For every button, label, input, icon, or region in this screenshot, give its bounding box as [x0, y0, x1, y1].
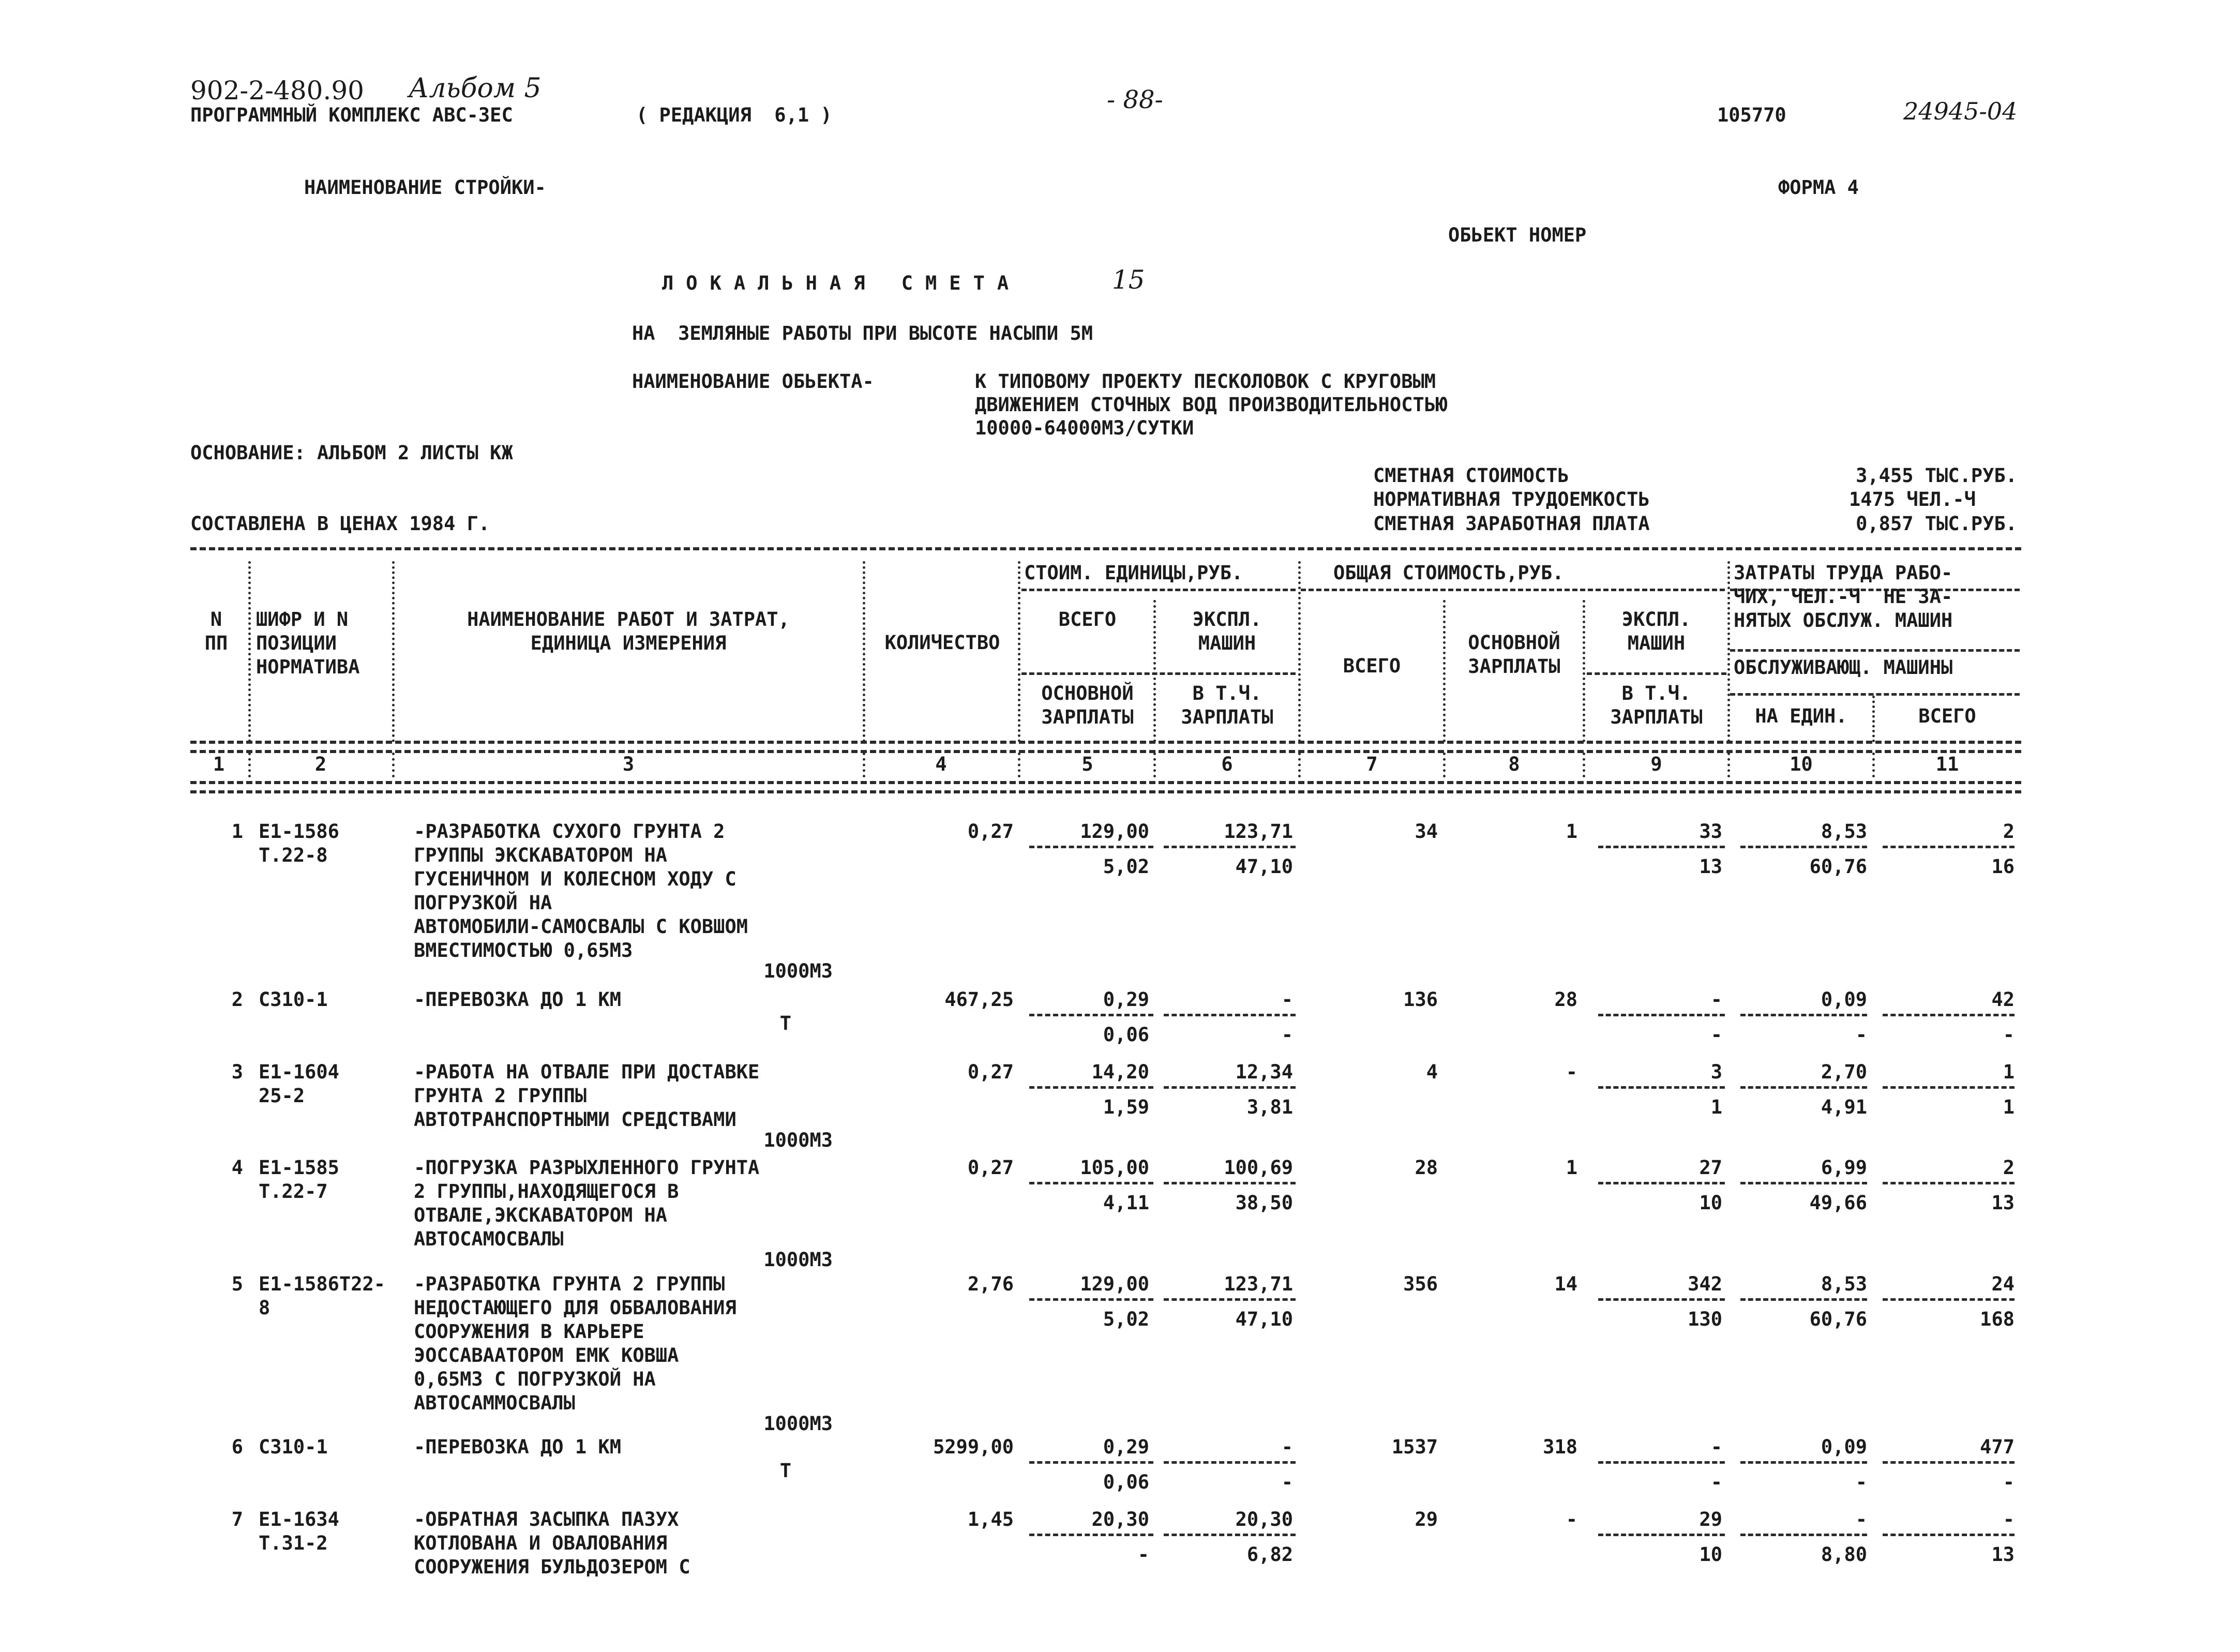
column-header-unit-total: ВСЕГО [1058, 608, 1117, 630]
row-unit-wage: 4,11 [1103, 1192, 1149, 1214]
column-numbers-rule-2 [190, 790, 2021, 793]
page-number: - 88- [1107, 85, 1163, 114]
cell-divider [1029, 1298, 1153, 1301]
row-unit-wage: 0,06 [1103, 1471, 1149, 1493]
row-labor-unit-service: - [1855, 1024, 1867, 1046]
cell-divider [1598, 846, 1725, 848]
row-code: Е1-1634 Т.31-2 [259, 1508, 339, 1554]
row-total-machine-wage: - [1710, 1471, 1722, 1493]
row-unit-wage: 0,06 [1103, 1024, 1149, 1046]
object-name-line-2: ДВИЖЕНИЕМ СТОЧНЫХ ВОД ПРОИЗВОДИТЕЛЬНОСТЬЮ [975, 394, 1448, 416]
estimate-number: 15 [1112, 265, 1145, 295]
row-labor-total-service: - [2003, 1471, 2015, 1493]
row-labor-unit: 8,53 [1821, 1273, 1867, 1295]
column-header-total-machines: ЭКСПЛ. МАШИН [1621, 608, 1691, 654]
cell-divider [1598, 1298, 1725, 1301]
row-labor-unit-service: 4,91 [1821, 1096, 1867, 1118]
edition-label: ( РЕДАКЦИЯ 6,1 ) [636, 104, 832, 126]
cell-divider [1598, 1461, 1725, 1464]
column-header-unit-machine-wage: В Т.Ч. ЗАРПЛАТЫ [1181, 682, 1273, 728]
header-divider [1587, 672, 1726, 675]
doc-number-1: 105770 [1717, 104, 1786, 126]
basis-label: ОСНОВАНИЕ: АЛЬБОМ 2 ЛИСТЫ КЖ [190, 442, 513, 464]
column-header-name: НАИМЕНОВАНИЕ РАБОТ И ЗАТРАТ, ЕДИНИЦА ИЗМЕРЕНИЯ [467, 608, 790, 654]
row-number: 4 [231, 1157, 243, 1179]
object-name-line-1: К ТИПОВОМУ ПРОЕКТУ ПЕСКОЛОВОК С КРУГОВЫМ [975, 370, 1436, 393]
row-quantity: 2,76 [967, 1273, 1014, 1295]
header-divider [1730, 649, 2020, 652]
header-divider [1730, 693, 2020, 696]
row-labor-total-service: 13 [1991, 1543, 2015, 1566]
cell-divider [1164, 1014, 1296, 1016]
column-number: 8 [1508, 753, 1520, 775]
cell-divider [1029, 1461, 1153, 1464]
column-header-labor-total: ВСЕГО [1918, 705, 1976, 727]
row-total-wage: 14 [1554, 1273, 1577, 1295]
row-labor-total: 2 [2003, 820, 2015, 843]
header-bottom-rule [190, 741, 2021, 744]
cell-divider [1164, 1086, 1296, 1089]
row-work-name: -ПЕРЕВОЗКА ДО 1 КМ [414, 988, 621, 1011]
summary-value-wage: 0,857 ТЫС.РУБ. [1856, 513, 2017, 535]
row-total-machines: - [1710, 1436, 1722, 1458]
row-labor-total: 42 [1991, 988, 2015, 1011]
row-quantity: 0,27 [967, 1157, 1014, 1179]
row-code: С310-1 [259, 988, 328, 1011]
column-number: 2 [314, 753, 327, 775]
column-header-labor: ЗАТРАТЫ ТРУДА РАБО- ЧИХ, ЧЕЛ.-Ч НЕ ЗА- НЯТЫХ ОБСЛУЖ. МАШИН [1734, 562, 1953, 632]
doc-code: 902-2-480.90 [190, 76, 364, 106]
row-total-machines: 27 [1699, 1157, 1722, 1179]
row-unit-machine-wage: - [1281, 1024, 1293, 1046]
row-labor-total: 477 [1980, 1436, 2015, 1458]
row-quantity: 0,27 [967, 820, 1014, 843]
row-labor-total-service: 1 [2003, 1096, 2015, 1118]
row-labor-total: - [2003, 1508, 2015, 1530]
form-label: ФОРМА 4 [1778, 176, 1859, 199]
row-work-name: -ПЕРЕВОЗКА ДО 1 КМ [414, 1436, 621, 1458]
row-unit-total: 129,00 [1080, 820, 1149, 843]
cell-divider [1598, 1086, 1725, 1089]
row-labor-unit-service: 60,76 [1809, 1308, 1867, 1330]
cell-divider [1598, 1182, 1725, 1184]
row-unit-machine-wage: 47,10 [1235, 855, 1293, 878]
cell-divider [1164, 1461, 1296, 1464]
row-unit-total: 129,00 [1080, 1273, 1149, 1295]
row-unit-machines: 20,30 [1235, 1508, 1293, 1530]
header-divider [1301, 589, 1725, 591]
row-work-name: -РАЗРАБОТКА ГРУНТА 2 ГРУППЫ НЕДОСТАЮЩЕГО ДЛЯ ОБВАЛОВАНИЯ СООРУЖЕНИЯ В КАРЬЕРЕ ЭОССАВААТОРОМ ЕМК КОВША 0,65М3 С ПОГРУЗКОЙ НА АВТОСАММОСВАЛЫ [414, 1273, 736, 1414]
row-unit: 1000М3 [763, 1413, 833, 1435]
summary-value-labor: 1475 ЧЕЛ.-Ч [1848, 488, 1976, 510]
column-number: 9 [1650, 753, 1662, 775]
column-separator [392, 561, 395, 742]
header-divider [1021, 672, 1296, 675]
summary-value-cost: 3,455 ТЫС.РУБ. [1856, 464, 2017, 487]
row-total-wage: - [1566, 1508, 1577, 1530]
row-total: 356 [1403, 1273, 1438, 1295]
row-unit-total: 0,29 [1103, 988, 1149, 1011]
row-unit-total: 0,29 [1103, 1436, 1149, 1458]
row-total: 4 [1426, 1061, 1438, 1083]
row-work-name: -ПОГРУЗКА РАЗРЫХЛЕННОГО ГРУНТА 2 ГРУППЫ,НАХОДЯЩЕГОСЯ В ОТВАЛЕ,ЭКСКАВАТОРОМ НА АВТОСАМОСВАЛЫ [414, 1157, 760, 1250]
row-total: 28 [1415, 1157, 1438, 1179]
row-labor-total-service: 16 [1991, 855, 2015, 878]
row-code: Е1-1586Т22- 8 [259, 1273, 386, 1319]
cell-divider [1740, 1014, 1867, 1016]
cell-divider [1598, 1014, 1725, 1016]
cell-divider [1883, 1182, 2015, 1184]
cell-divider [1740, 1534, 1867, 1536]
column-separator [248, 561, 251, 742]
row-unit: 1000М3 [763, 960, 833, 982]
row-total-machines: 342 [1688, 1273, 1722, 1295]
row-labor-total-service: 168 [1980, 1308, 2015, 1330]
cell-divider [1029, 1534, 1153, 1536]
row-total-machine-wage: - [1710, 1024, 1722, 1046]
row-unit-total: 20,30 [1091, 1508, 1149, 1530]
row-unit-machines: - [1281, 1436, 1293, 1458]
row-total-wage: 318 [1543, 1436, 1577, 1458]
row-unit: 1000М3 [763, 1129, 833, 1151]
program-label: ПРОГРАММНЫЙ КОМПЛЕКС АВС-3ЕС [190, 104, 513, 126]
row-labor-unit: 0,09 [1821, 988, 1867, 1011]
row-labor-unit-service: 49,66 [1809, 1192, 1867, 1214]
row-total-machines: - [1710, 988, 1722, 1011]
cell-divider [1883, 1086, 2015, 1089]
row-labor-unit: - [1855, 1508, 1867, 1530]
column-number: 1 [213, 753, 225, 775]
cell-divider [1883, 1298, 2015, 1301]
row-unit-total: 105,00 [1080, 1157, 1149, 1179]
row-number: 1 [231, 820, 243, 843]
cell-divider [1740, 1298, 1867, 1301]
column-separator [1018, 753, 1020, 777]
construction-label: НАИМЕНОВАНИЕ СТРОЙКИ- [304, 176, 546, 199]
column-number: 5 [1081, 753, 1093, 775]
row-quantity: 1,45 [967, 1508, 1014, 1530]
cell-divider [1164, 846, 1296, 848]
row-unit-machine-wage: 38,50 [1235, 1192, 1293, 1214]
row-unit-machines: 100,69 [1224, 1157, 1293, 1179]
object-name-line-3: 10000-64000М3/СУТКИ [975, 417, 1194, 439]
cell-divider [1029, 1014, 1153, 1016]
column-header-total-cost: ОБЩАЯ СТОИМОСТЬ,РУБ. [1333, 562, 1564, 584]
row-labor-unit-service: 8,80 [1821, 1543, 1867, 1566]
row-number: 5 [231, 1273, 243, 1295]
column-numbers-rule [190, 781, 2021, 784]
column-header-code: ШИФР И N ПОЗИЦИИ НОРМАТИВА [256, 608, 360, 678]
row-unit-machine-wage: 47,10 [1235, 1308, 1293, 1330]
row-unit-wage: 5,02 [1103, 855, 1149, 878]
row-total-wage: - [1566, 1061, 1577, 1083]
row-work-name: -РАБОТА НА ОТВАЛЕ ПРИ ДОСТАВКЕ ГРУНТА 2 ГРУППЫ АВТОТРАНСПОРТНЫМИ СРЕДСТВАМИ [414, 1061, 760, 1131]
row-unit: Т [779, 1012, 791, 1034]
cell-divider [1164, 1534, 1296, 1536]
row-labor-total-service: - [2003, 1024, 2015, 1046]
column-number: 6 [1221, 753, 1233, 775]
row-number: 6 [231, 1436, 243, 1458]
row-unit-machines: - [1281, 988, 1293, 1011]
page-title: ЛОКАЛЬНАЯ СМЕТА [662, 272, 1021, 294]
row-total-machines: 33 [1699, 820, 1722, 843]
row-labor-total: 1 [2003, 1061, 2015, 1083]
row-number: 3 [231, 1061, 243, 1083]
row-code: Е1-1585 Т.22-7 [259, 1157, 339, 1203]
row-code: Е1-1604 25-2 [259, 1061, 339, 1107]
column-header-quantity: КОЛИЧЕСТВО [884, 632, 1000, 654]
cell-divider [1029, 1086, 1153, 1089]
row-total-machine-wage: 13 [1699, 855, 1722, 878]
row-work-name: -ОБРАТНАЯ ЗАСЫПКА ПАЗУХ КОТЛОВАНА И ОВАЛОВАНИЯ СООРУЖЕНИЯ БУЛЬДОЗЕРОМ С [414, 1508, 690, 1578]
cell-divider [1164, 1182, 1296, 1184]
row-quantity: 0,27 [967, 1061, 1014, 1083]
cell-divider [1883, 1461, 2015, 1464]
column-header-labor-unit: НА ЕДИН. [1755, 705, 1847, 727]
row-total: 136 [1403, 988, 1438, 1011]
column-header-unit-wage: ОСНОВНОЙ ЗАРПЛАТЫ [1041, 682, 1134, 728]
cell-divider [1740, 846, 1867, 848]
row-unit-wage: - [1137, 1543, 1149, 1566]
doc-number-2: 24945-04 [1903, 97, 2018, 125]
row-unit-machines: 123,71 [1224, 1273, 1293, 1295]
column-separator [392, 753, 395, 777]
row-total: 34 [1415, 820, 1438, 843]
row-labor-unit: 0,09 [1821, 1436, 1867, 1458]
cell-divider [1029, 846, 1153, 848]
estimate-subject: НА ЗЕМЛЯНЫЕ РАБОТЫ ПРИ ВЫСОТЕ НАСЫПИ 5М [632, 322, 1093, 344]
row-work-name: -РАЗРАБОТКА СУХОГО ГРУНТА 2 ГРУППЫ ЭКСКАВАТОРОМ НА ГУСЕНИЧНОМ И КОЛЕСНОМ ХОДУ С ПОГРУЗКОЙ НА АВТОМОБИЛИ-САМОСВАЛЫ С КОВШОМ ВМЕСТИМОСТЬЮ 0,65М3 [414, 820, 748, 962]
row-total: 29 [1415, 1508, 1438, 1530]
row-labor-unit: 6,99 [1821, 1157, 1867, 1179]
row-unit-wage: 5,02 [1103, 1308, 1149, 1330]
summary-label-cost: СМЕТНАЯ СТОИМОСТЬ [1373, 464, 1569, 487]
row-quantity: 467,25 [944, 988, 1014, 1011]
header-divider [1021, 589, 1296, 591]
row-labor-total: 24 [1991, 1273, 2015, 1295]
row-total-wage: 28 [1554, 988, 1577, 1011]
cell-divider [1883, 1534, 2015, 1536]
column-header-total-wage: ОСНОВНОЙ ЗАРПЛАТЫ [1468, 632, 1560, 678]
row-unit-total: 14,20 [1091, 1061, 1149, 1083]
row-total-wage: 1 [1566, 820, 1577, 843]
row-unit-machine-wage: 6,82 [1246, 1543, 1293, 1566]
column-header-total-machine-wage: В Т.Ч. ЗАРПЛАТЫ [1610, 682, 1703, 728]
row-total-machines: 3 [1710, 1061, 1722, 1083]
cell-divider [1740, 1461, 1867, 1464]
row-unit: Т [779, 1460, 791, 1482]
row-total-machine-wage: 130 [1688, 1308, 1722, 1330]
row-labor-unit: 8,53 [1821, 820, 1867, 843]
column-number: 11 [1935, 753, 1959, 775]
column-header-unit-cost: СТОИМ. ЕДИНИЦЫ,РУБ. [1024, 562, 1243, 584]
cell-divider [1740, 1182, 1867, 1184]
row-number: 2 [231, 988, 243, 1011]
cell-divider [1883, 1014, 2015, 1016]
column-header-total: ВСЕГО [1343, 655, 1401, 677]
row-labor-unit: 2,70 [1821, 1061, 1867, 1083]
header-top-rule [190, 547, 2021, 550]
column-header-labor-service: ОБСЛУЖИВАЮЩ. МАШИНЫ [1734, 656, 1953, 679]
column-number: 7 [1366, 753, 1378, 775]
album-label: Альбом 5 [409, 73, 542, 104]
row-labor-total-service: 13 [1991, 1192, 2015, 1214]
row-total: 1537 [1391, 1436, 1438, 1458]
row-unit-machine-wage: 3,81 [1246, 1096, 1293, 1118]
cell-divider [1164, 1298, 1296, 1301]
column-header-unit-machines: ЭКСПЛ. МАШИН [1192, 608, 1262, 654]
cell-divider [1029, 1182, 1153, 1184]
column-number: 4 [935, 753, 947, 775]
row-total-machines: 29 [1699, 1508, 1722, 1530]
row-unit-machine-wage: - [1281, 1471, 1293, 1493]
row-total-machine-wage: 10 [1699, 1543, 1722, 1566]
row-total-machine-wage: 10 [1699, 1192, 1722, 1214]
row-total-wage: 1 [1566, 1157, 1577, 1179]
row-unit-machines: 123,71 [1224, 820, 1293, 843]
row-total-machine-wage: 1 [1710, 1096, 1722, 1118]
cell-divider [1883, 846, 2015, 848]
summary-label-wage: СМЕТНАЯ ЗАРАБОТНАЯ ПЛАТА [1373, 513, 1650, 535]
row-labor-total: 2 [2003, 1157, 2015, 1179]
row-unit-wage: 1,59 [1103, 1096, 1149, 1118]
cell-divider [1740, 1086, 1867, 1089]
row-unit-machines: 12,34 [1235, 1061, 1293, 1083]
summary-label-labor: НОРМАТИВНАЯ ТРУДОЕМКОСТЬ [1373, 488, 1650, 510]
column-number: 3 [622, 753, 635, 775]
row-code: Е1-1586 Т.22-8 [259, 820, 339, 866]
object-number-label: ОБЬЕКТ НОМЕР [1448, 224, 1587, 246]
row-labor-unit-service: - [1855, 1471, 1867, 1493]
row-labor-unit-service: 60,76 [1809, 855, 1867, 878]
row-unit: 1000М3 [763, 1249, 833, 1271]
prices-label: СОСТАВЛЕНА В ЦЕНАХ 1984 Г. [190, 513, 490, 535]
column-header-num: N ПП [204, 608, 228, 654]
column-number: 10 [1790, 753, 1813, 775]
object-name-label: НАИМЕНОВАНИЕ ОБЬЕКТА- [632, 370, 874, 393]
row-quantity: 5299,00 [933, 1436, 1014, 1458]
row-number: 7 [231, 1508, 243, 1530]
row-code: С310-1 [259, 1436, 328, 1458]
cell-divider [1598, 1534, 1725, 1536]
